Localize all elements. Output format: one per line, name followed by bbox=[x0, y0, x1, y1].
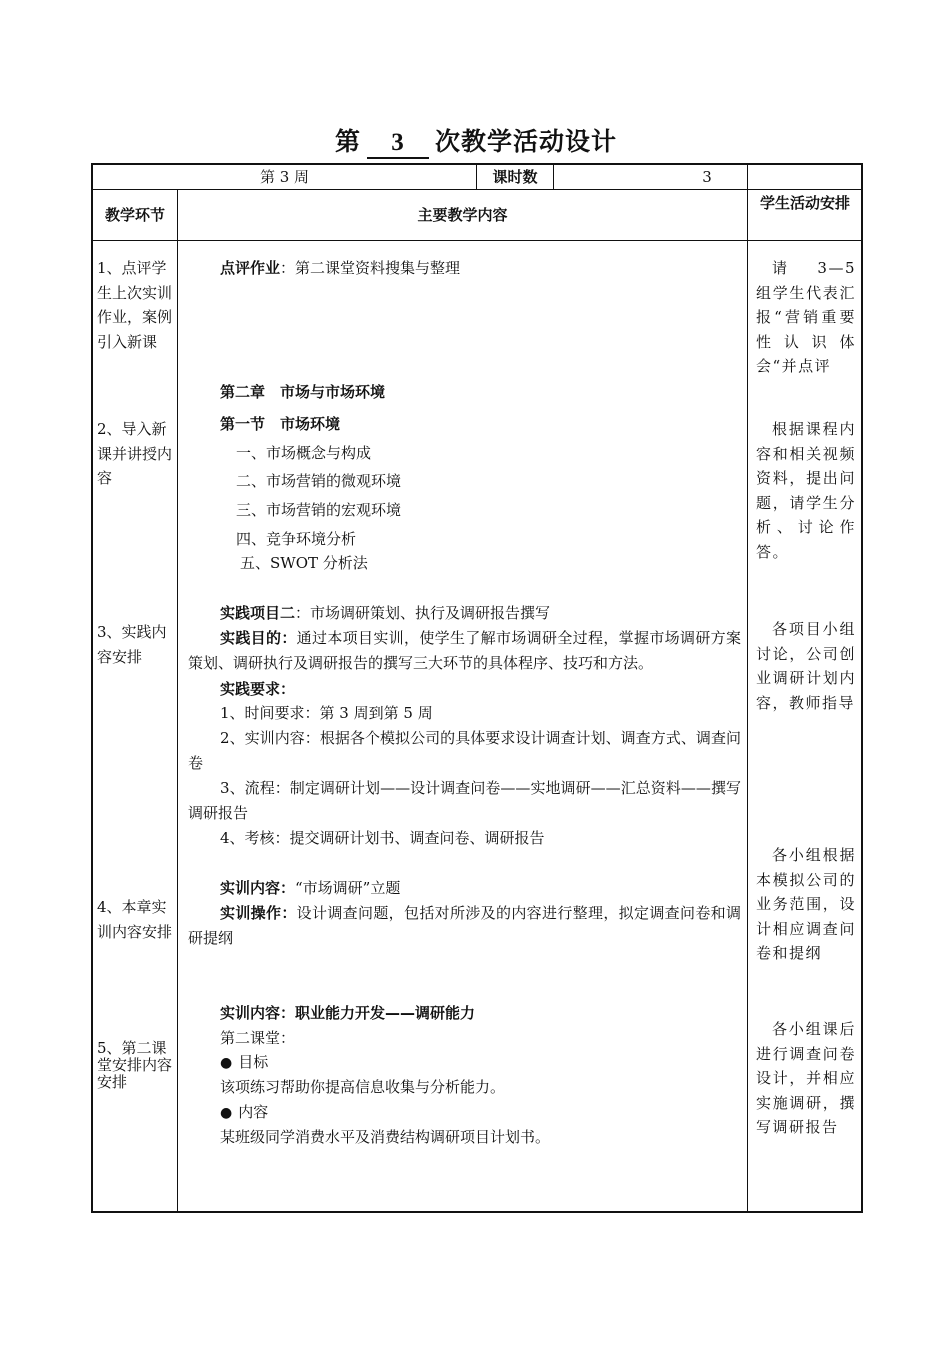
stage-5: 5、第二课堂安排内容安排 bbox=[97, 1039, 173, 1091]
project-text: ：市场调研策划、执行及调研报告撰写 bbox=[295, 604, 551, 622]
student-activity-3: 各项目小组讨论，公司创业调研计划内容，教师指导 bbox=[756, 620, 856, 712]
col-divider-stage bbox=[177, 189, 178, 1213]
review-text: ：第二课堂资料搜集与整理 bbox=[280, 259, 461, 277]
practice-purpose bbox=[188, 626, 741, 675]
stage-2: 2、导入新课并讲授内容 bbox=[97, 420, 173, 487]
stage-4: 4、本章实训内容安排 bbox=[97, 898, 173, 941]
requirement-3: 3、流程：制定调研计划——设计调查问卷——实地调研——汇总资料——撰写调研报告 bbox=[188, 779, 741, 822]
chapter-heading: 第二章 市场与市场环境 bbox=[220, 383, 386, 401]
section-item-1: 一、市场概念与构成 bbox=[236, 444, 372, 462]
section-item-3: 三、市场营销的宏观环境 bbox=[236, 501, 402, 519]
student-activity-2: 根据课程内容和相关视频资料，提出问题，请学生分析、讨论作答。 bbox=[756, 420, 856, 561]
hours-label: 课时数 bbox=[492, 168, 538, 186]
operation-text: 设计调查问题，包括对所涉及的内容进行整理，拟定调查问卷和调研提纲 bbox=[188, 904, 741, 947]
goal-bullet-line bbox=[220, 1050, 740, 1076]
student-activity-5: 各小组课后进行调查问卷设计，并相应实施调研，撰写调研报告 bbox=[756, 1020, 856, 1136]
page-title bbox=[0, 122, 952, 159]
student-activity-1: 请 3—5 组学生代表汇报“营销重要性认识体会“并点评 bbox=[756, 259, 856, 375]
operation-label: 实训操作： bbox=[220, 904, 297, 922]
second-class-label: 第二课堂： bbox=[220, 1029, 296, 1047]
operation-line bbox=[188, 901, 741, 950]
col-divider-student bbox=[747, 163, 748, 1213]
stage-1: 1、点评学生上次实训作业，案例引入新课 bbox=[97, 259, 173, 351]
goal-label: 目标 bbox=[238, 1053, 269, 1071]
title-number: 3 bbox=[367, 129, 429, 159]
section-item-5: 五、SWOT 分析法 bbox=[240, 554, 368, 572]
section-item-4: 四、竞争环境分析 bbox=[236, 530, 357, 548]
purpose-text: 通过本项目实训，使学生了解市场调研全过程，掌握市场调研方案策划、调研执行及调研报告的撰写三大环节的具体程序、技巧和方法。 bbox=[188, 629, 741, 672]
project-label: 实践项目二 bbox=[220, 604, 296, 622]
content-text: 某班级同学消费水平及消费结构调研项目计划书。 bbox=[220, 1128, 551, 1146]
week-cell: 第 3 周 bbox=[259, 168, 310, 186]
bullet-icon: ● bbox=[220, 1105, 233, 1121]
student-activity-4: 各小组根据本模拟公司的业务范围，设计相应调查问卷和提纲 bbox=[756, 846, 856, 962]
review-label: 点评作业 bbox=[220, 259, 281, 277]
header-content: 主要教学内容 bbox=[417, 206, 508, 224]
requirement-2: 2、实训内容：根据各个模拟公司的具体要求设计调查计划、调查方式、调查问卷 bbox=[188, 729, 741, 772]
purpose-label: 实践目的： bbox=[220, 629, 297, 647]
training-label: 实训内容： bbox=[220, 879, 296, 897]
practice-project bbox=[220, 601, 740, 626]
header-stage: 教学环节 bbox=[104, 206, 165, 224]
content-label: 内容 bbox=[238, 1103, 269, 1121]
requirement-1: 1、时间要求：第 3 周到第 5 周 bbox=[220, 704, 433, 722]
career-heading: 实训内容：职业能力开发——调研能力 bbox=[220, 1004, 476, 1022]
section-heading: 第一节 市场环境 bbox=[220, 415, 341, 433]
content-bullet-line bbox=[220, 1100, 740, 1126]
title-suffix: 次教学活动设计 bbox=[435, 127, 618, 156]
bullet-icon: ● bbox=[220, 1055, 233, 1071]
goal-text: 该项练习帮助你提高信息收集与分析能力。 bbox=[220, 1078, 506, 1096]
training-text: “市场调研”立题 bbox=[295, 879, 401, 897]
requirement-4: 4、考核：提交调研计划书、调查问卷、调研报告 bbox=[220, 829, 545, 847]
stage-3: 3、实践内容安排 bbox=[97, 623, 167, 666]
header-student: 学生活动安排 bbox=[759, 194, 850, 212]
section-item-2: 二、市场营销的微观环境 bbox=[236, 472, 402, 490]
hours-value: 3 bbox=[702, 168, 712, 186]
review-line bbox=[220, 256, 740, 281]
training-line bbox=[220, 876, 740, 901]
requirement-label: 实践要求： bbox=[220, 680, 296, 698]
title-prefix: 第 bbox=[334, 127, 361, 156]
